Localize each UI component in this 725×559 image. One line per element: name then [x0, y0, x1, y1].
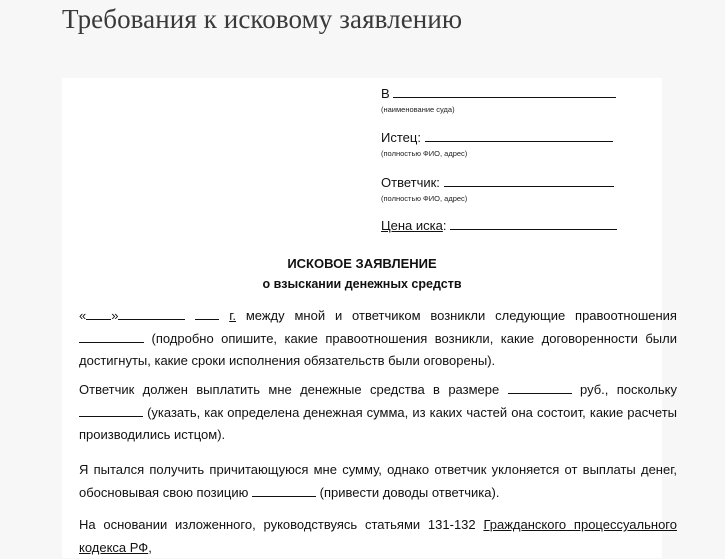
- court-blank: [393, 84, 616, 98]
- page-title: Требования к исковому заявлению: [62, 4, 463, 34]
- position-blank: [252, 482, 316, 497]
- defendant-hint: (полностью ФИО, адрес): [381, 194, 468, 203]
- amount-blank: [508, 379, 572, 394]
- plaintiff-label: Истец:: [381, 130, 421, 145]
- paragraph-3-a: Я пытался получить причитающуюся мне сумму, однако ответчик уклоняется от выплаты денег, обосновывая свою позицию: [79, 462, 677, 500]
- document-subtitle: о взыскании денежных средств: [262, 277, 462, 291]
- document-page: [62, 78, 677, 558]
- defendant-blank: [444, 173, 614, 187]
- day-blank: [86, 305, 111, 320]
- year-suffix: г.: [229, 308, 236, 323]
- paragraph-3: [79, 459, 677, 504]
- price-blank: [450, 216, 617, 230]
- price-colon: :: [442, 218, 447, 233]
- court-hint: (наименование суда): [381, 105, 455, 114]
- defendant-label: Ответчик:: [381, 175, 440, 190]
- paragraph-4-comma: ,: [148, 539, 152, 555]
- paragraph-2-a: Ответчик должен выплатить мне денежные средства в размере: [79, 382, 500, 397]
- plaintiff-blank: [425, 128, 613, 142]
- paragraph-4: [79, 514, 677, 559]
- reason-blank: [79, 402, 143, 417]
- court-label: В: [381, 86, 390, 101]
- price-line: [381, 216, 617, 233]
- paragraph-2-b: руб., поскольку: [579, 382, 677, 397]
- paragraph-2: [79, 379, 677, 447]
- plaintiff-line: [381, 128, 613, 145]
- paragraph-4-a: На основании изложенного, руководствуясь статьями 131-132: [79, 517, 476, 532]
- open-quote: «: [79, 308, 87, 323]
- close-quote: »: [111, 308, 119, 323]
- paragraph-1-rest: (подробно опишите, какие правоотношения возникли, какие договоренности были достигнуты, какие сроки исполнения обязательств были оговорены).: [79, 330, 677, 368]
- plaintiff-hint: (полностью ФИО, адрес): [381, 149, 468, 158]
- court-line: [381, 84, 616, 101]
- paragraph-1-text: между мной и ответчиком возникли следующие правоотношения: [235, 308, 677, 323]
- paragraph-2-c: (указать, как определена денежная сумма, из каких частей она состоит, какие расчеты производились истцом).: [79, 404, 677, 442]
- defendant-line: [381, 173, 614, 190]
- civil-procedure-code-link[interactable]: Гражданского процессуального кодекса РФ: [79, 517, 677, 555]
- month-blank: [118, 305, 185, 320]
- year-blank: [195, 305, 219, 320]
- paragraph-1: [79, 305, 677, 373]
- document-title: ИСКОВОЕ ЗАЯВЛЕНИЕ: [287, 256, 437, 271]
- relations-blank: [79, 328, 144, 343]
- price-label: Цена иска: [381, 218, 443, 233]
- paragraph-3-b: (привести доводы ответчика).: [319, 484, 500, 500]
